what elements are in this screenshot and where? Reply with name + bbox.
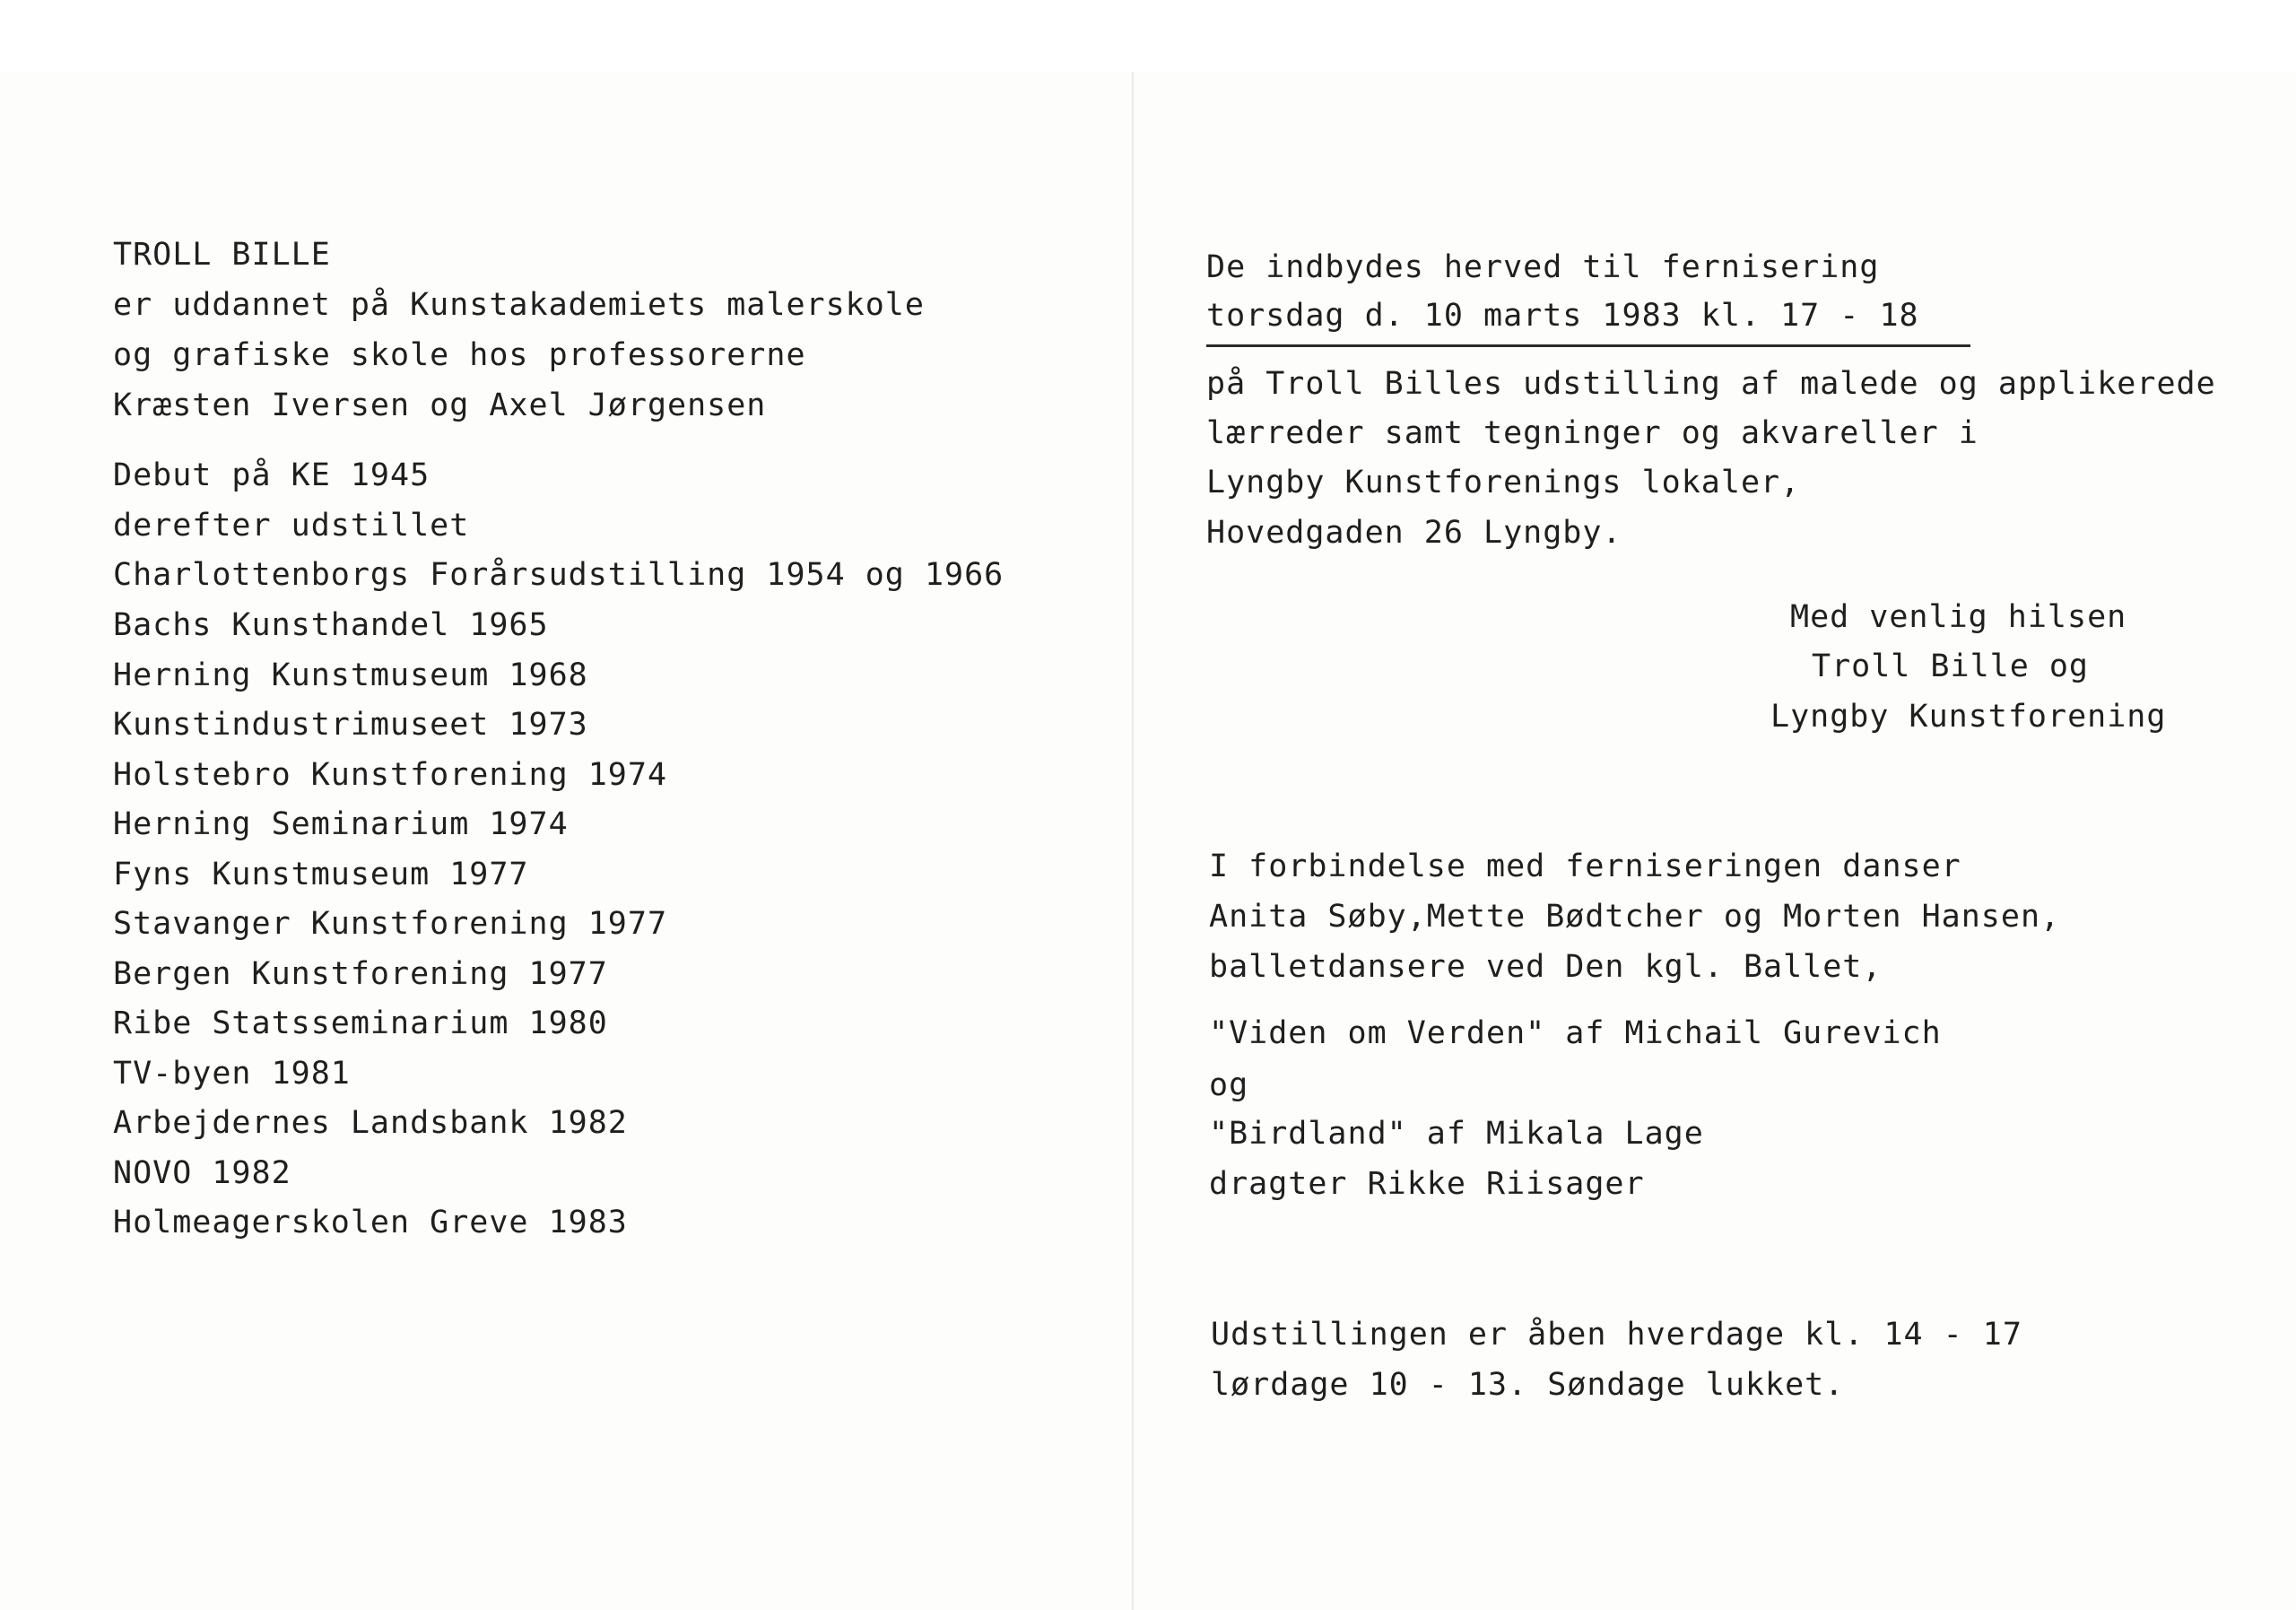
exhibition-line: TV-byen 1981 [113,1056,351,1092]
details-line: Lyngby Kunstforenings lokaler, [1206,465,1801,500]
exhibition-line: NOVO 1982 [113,1155,291,1191]
exhibition-line: Fyns Kunstmuseum 1977 [113,857,529,892]
invitation-underline [1206,344,1970,347]
invitation-line: De indbydes herved til fernisering [1206,249,1880,285]
exhibition-line: derefter udstillet [113,508,470,544]
greeting-line: Troll Bille og [1812,648,2090,684]
dance-program-line: "Birdland" af Mikala Lage [1209,1116,1704,1152]
opening-hours-line: Udstillingen er åben hverdage kl. 14 - 17 [1211,1317,2022,1353]
education-line: er uddannet på Kunstakademiets malerskole [113,287,925,323]
dance-intro-line: Anita Søby,Mette Bødtcher og Morten Hansen, [1209,899,2061,935]
dance-program-line: dragter Rikke Riisager [1209,1166,1645,1202]
exhibition-line: Bergen Kunstforening 1977 [113,956,608,992]
education-line: og grafiske skole hos professorerne [113,337,806,373]
exhibition-line: Herning Seminarium 1974 [113,806,569,842]
dance-intro-line: balletdansere ved Den kgl. Ballet, [1209,949,1883,985]
dance-program-line: og [1209,1067,1249,1103]
center-fold [1132,72,1134,1610]
artist-heading: TROLL BILLE [113,237,331,273]
exhibition-line: Holmeagerskolen Greve 1983 [113,1205,628,1240]
details-line: lærreder samt tegninger og akvareller i [1206,415,1979,451]
exhibition-line: Holstebro Kunstforening 1974 [113,757,668,793]
exhibition-line: Bachs Kunsthandel 1965 [113,607,549,643]
greeting-line: Med venlig hilsen [1790,599,2127,635]
exhibition-line: Herning Kunstmuseum 1968 [113,657,588,693]
exhibition-line: Ribe Statsseminarium 1980 [113,1005,608,1041]
exhibition-line: Charlottenborgs Forårsudstilling 1954 og 1966 [113,557,1004,593]
top-margin [0,0,2296,72]
details-line: Hovedgaden 26 Lyngby. [1206,515,1622,551]
greeting-line: Lyngby Kunstforening [1770,699,2167,735]
details-line: på Troll Billes udstilling af malede og applikerede [1206,366,2216,402]
education-line: Kræsten Iversen og Axel Jørgensen [113,387,767,423]
exhibition-line: Arbejdernes Landsbank 1982 [113,1105,628,1141]
opening-hours-line: lørdage 10 - 13. Søndage lukket. [1211,1367,1845,1403]
dance-intro-line: I forbindelse med ferniseringen danser [1209,849,1961,884]
dance-program-line: "Viden om Verden" af Michail Gurevich [1209,1015,1942,1051]
exhibition-line: Stavanger Kunstforening 1977 [113,906,668,942]
exhibition-line: Kunstindustrimuseet 1973 [113,707,588,743]
exhibition-line: Debut på KE 1945 [113,457,430,493]
invitation-date-line: torsdag d. 10 marts 1983 kl. 17 - 18 [1206,298,1919,334]
